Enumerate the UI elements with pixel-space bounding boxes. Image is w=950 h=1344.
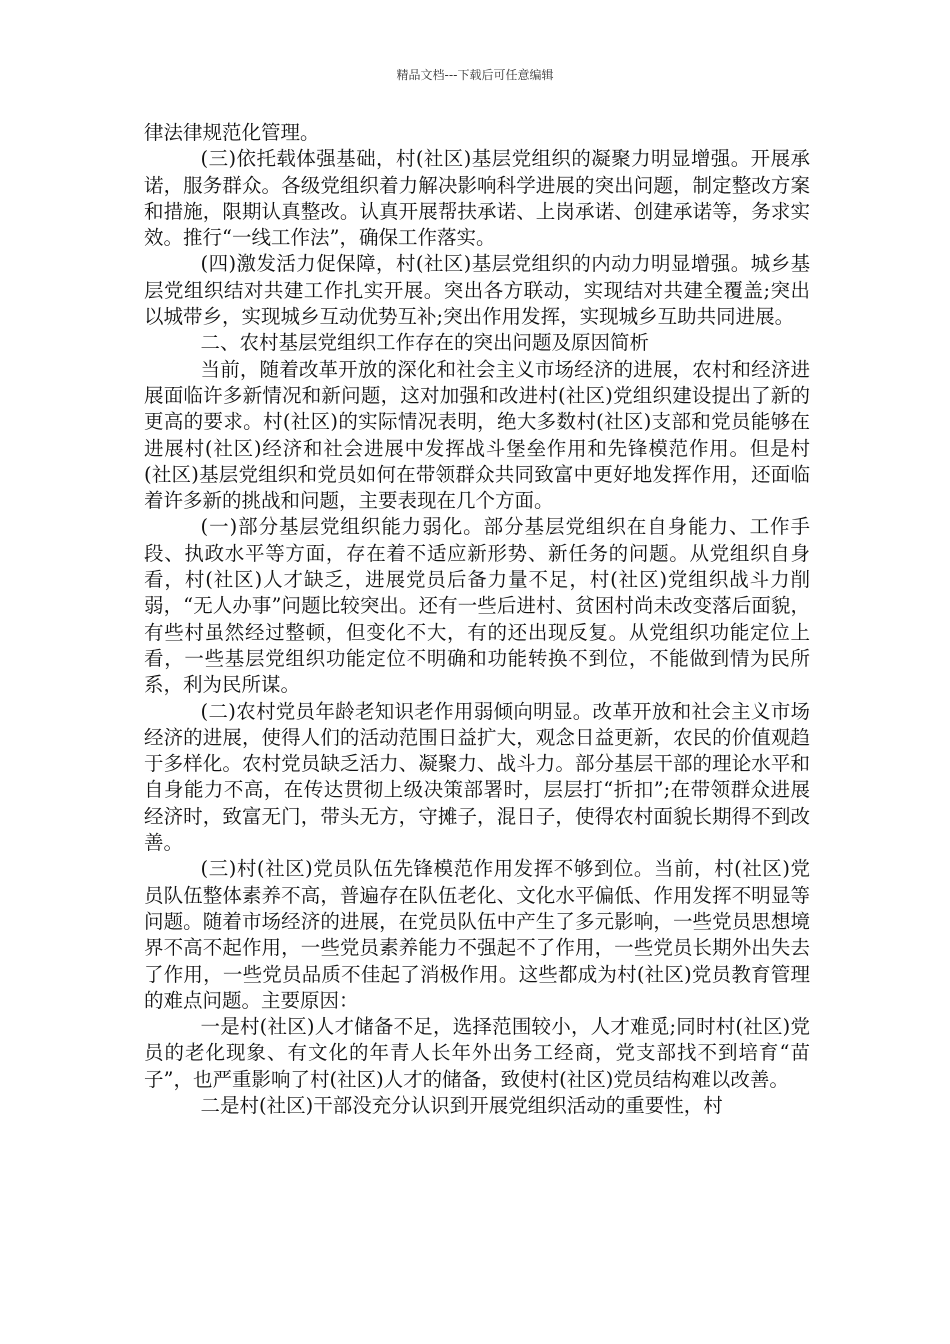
paragraph-problem-2: (二)农村党员年龄老知识老作用弱倾向明显。改革开放和社会主义市场经济的进展，使得人们的活动范围日益扩大，观念日益更新，农民的价值观趋于多样化。农村党员缺乏活力、凝聚力、战斗力。部分基层干部的理论水平和自身能力不高，在传达贯彻上级决策部署时，层层打“折扣”;在带领群众进展经济时，致富无门，带头无方，守摊子，混日子，使得农村面貌长期得不到改善。: [144, 699, 810, 855]
page-header: 精品文档---下载后可任意编辑: [396, 68, 554, 82]
paragraph-section-4: (四)激发活力促保障，村(社区)基层党组织的内动力明显增强。城乡基层党组织结对共建工作扎实开展。突出各方联动，实现结对共建全覆盖;突出以城带乡，实现城乡互动优势互补;突出作用发挥，实现城乡互助共同进展。: [144, 252, 810, 329]
paragraph-reason-2: 二是村(社区)干部没充分认识到开展党组织活动的重要性，村: [200, 1093, 723, 1117]
paragraph-current-situation: 当前，随着改革开放的深化和社会主义市场经济的进展，农村和经济进展面临许多新情况和新问题，这对加强和改进村(社区)党组织建设提出了新的更高的要求。村(社区)的实际情况表明，绝大多数村(社区)支部和党员能够在进展村(社区)经济和社会进展中发挥战斗堡垒作用和先锋模范作用。但是村(社区)基层党组织和党员如何在带领群众共同致富中更好地发挥作用，还面临着许多新的挑战和问题，主要表现在几个方面。: [144, 357, 810, 513]
paragraph-reason-1: 一是村(社区)人才储备不足，选择范围较小，人才难觅;同时村(社区)党员的老化现象、有文化的年青人长年外出务工经商，党支部找不到培育“苗子”，也严重影响了村(社区)人才的储备，致使村(社区)党员结构难以改善。: [144, 1015, 810, 1091]
paragraph-problem-1: (一)部分基层党组织能力弱化。部分基层党组织在自身能力、工作手段、执政水平等方面，存在着不适应新形势、新任务的问题。从党组织自身看，村(社区)人才缺乏，进展党员后备力量不足，村(社区)党组织战斗力削弱，“无人办事”问题比较突出。还有一些后进村、贫困村尚未改变落后面貌，有些村虽然经过整顿，但变化不大，有的还出现反复。从党组织功能定位上看，一些基层党组织功能定位不明确和功能转换不到位，不能做到情为民所系，利为民所谋。: [144, 515, 810, 697]
paragraph-problem-3: (三)村(社区)党员队伍先锋模范作用发挥不够到位。当前，村(社区)党员队伍整体素养不高，普遍存在队伍老化、文化水平偏低、作用发挥不明显等问题。随着市场经济的进展，在党员队伍中产生了多元影响，一些党员思想境界不高不起作用，一些党员素养能力不强起不了作用，一些党员长期外出失去了作用，一些党员品质不佳起了消极作用。这些都成为村(社区)党员教育管理的难点问题。主要原因：: [144, 857, 810, 1012]
document-body: [144, 120, 810, 1119]
paragraph-continuation: 律法律规范化管理。: [144, 121, 320, 144]
paragraph-section-3: (三)依托载体强基础，村(社区)基层党组织的凝聚力明显增强。开展承诺，服务群众。各级党组织着力解决影响科学进展的突出问题，制定整改方案和措施，限期认真整改。认真开展帮扶承诺、上岗承诺、创建承诺等，务求实效。推行“一线工作法”，确保工作落实。: [144, 147, 810, 250]
section-heading-2: 二、农村基层党组织工作存在的突出问题及原因简析: [200, 331, 650, 355]
